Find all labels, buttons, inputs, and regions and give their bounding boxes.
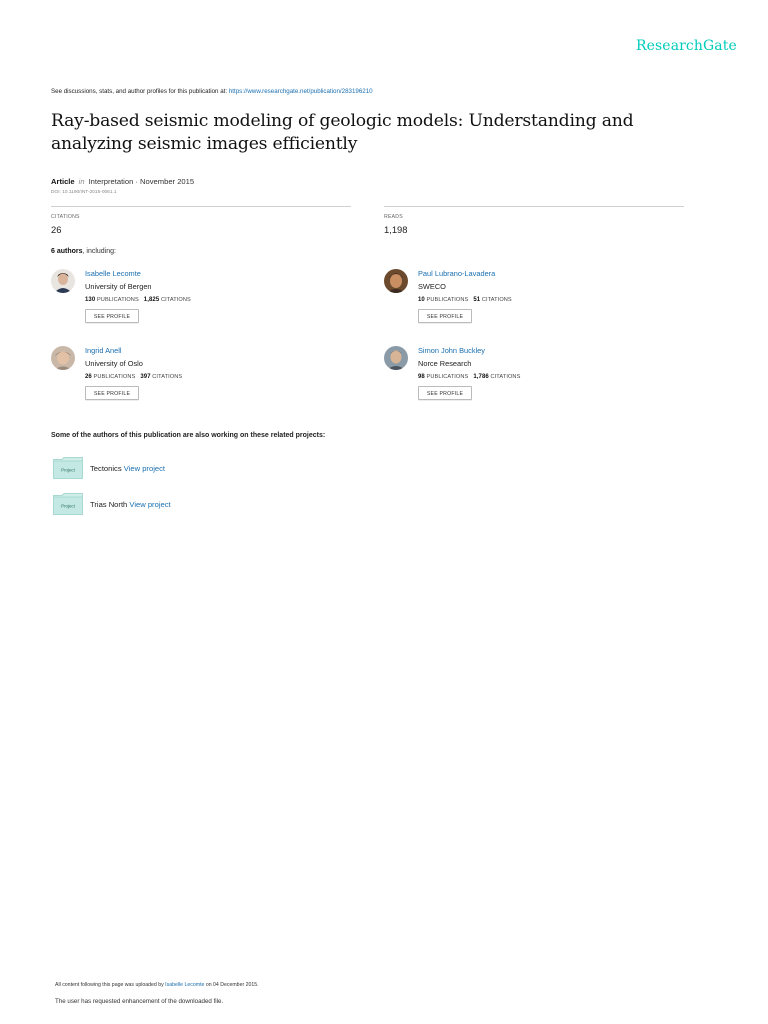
author-name-link[interactable]: Ingrid Anell <box>85 346 122 355</box>
publications-label: PUBLICATIONS <box>96 297 139 303</box>
project-text <box>90 464 165 473</box>
citations-divider <box>51 206 351 207</box>
authors-count: 6 authors <box>51 248 83 255</box>
author-name-link[interactable]: Simon John Buckley <box>418 346 485 355</box>
discussion-text: See discussions, stats, and author profiles for this publication at: <box>51 88 229 95</box>
citations-value: 26 <box>51 224 62 235</box>
see-profile-button[interactable]: SEE PROFILE <box>85 386 139 400</box>
enhancement-note: The user has requested enhancement of the downloaded file. <box>55 998 224 1005</box>
publications-count: 98 <box>418 374 425 380</box>
author-name-link[interactable]: Paul Lubrano-Lavadera <box>418 269 496 278</box>
citations-count: 1,825 <box>143 297 160 303</box>
project-item <box>53 493 353 515</box>
publications-count: 26 <box>85 374 92 380</box>
person-photo-icon <box>51 269 75 293</box>
citations-count: 51 <box>473 297 481 303</box>
citations-count: 397 <box>140 374 151 380</box>
author-stats <box>418 374 520 380</box>
publication-url-link[interactable]: https://www.researchgate.net/publication/283196210 <box>228 88 373 95</box>
publications-count: 10 <box>418 297 425 303</box>
author-citations-label: CITATIONS <box>490 374 521 380</box>
author-avatar[interactable] <box>384 346 408 370</box>
discussion-line <box>51 88 373 95</box>
publication-title: Ray-based seismic modeling of geologic models: Understanding and analyzing seismic images efficiently <box>51 111 634 154</box>
upload-suffix: on 04 December 2015. <box>204 982 259 988</box>
related-projects-heading: Some of the authors of this publication are also working on these related projects: <box>51 432 326 439</box>
uploader-link[interactable]: Isabelle Lecomte <box>165 982 205 988</box>
author-avatar[interactable] <box>51 269 75 293</box>
author-citations-label: CITATIONS <box>160 297 191 303</box>
doi: DOI: 10.1190/INT-2015-0061.1 <box>51 190 117 195</box>
project-folder-icon <box>53 493 83 515</box>
citations-label: CITATIONS <box>51 214 80 220</box>
author-stats <box>418 297 512 303</box>
author-stats <box>85 374 182 380</box>
authors-suffix: , including: <box>82 248 116 255</box>
reads-label: READS <box>384 214 403 220</box>
person-photo-icon <box>384 346 408 370</box>
author-affiliation: University of Bergen <box>85 282 152 291</box>
reads-value: 1,198 <box>384 224 408 235</box>
article-type: Article <box>51 177 75 186</box>
researchgate-logo[interactable]: ResearchGate <box>636 38 737 54</box>
project-name: Trias North <box>90 500 128 509</box>
view-project-link[interactable]: View project <box>129 500 171 509</box>
author-citations-label: CITATIONS <box>481 297 512 303</box>
authors-intro <box>51 248 116 255</box>
project-name: Tectonics <box>90 464 122 473</box>
project-text <box>90 500 171 509</box>
person-photo-icon <box>51 346 75 370</box>
author-affiliation: Norce Research <box>418 359 472 368</box>
project-folder-icon <box>53 457 83 479</box>
article-meta <box>51 177 194 186</box>
project-item <box>53 457 353 479</box>
person-photo-icon <box>384 269 408 293</box>
project-icon-label: Project <box>61 467 75 473</box>
view-project-link[interactable]: View project <box>123 464 166 473</box>
author-name-link[interactable]: Isabelle Lecomte <box>85 269 141 278</box>
project-icon-label: Project <box>61 503 75 509</box>
see-profile-button[interactable]: SEE PROFILE <box>85 309 139 323</box>
publications-count: 130 <box>85 297 96 303</box>
see-profile-button[interactable]: SEE PROFILE <box>418 386 472 400</box>
publications-label: PUBLICATIONS <box>93 374 136 380</box>
author-card <box>51 269 351 339</box>
author-affiliation: University of Oslo <box>85 359 143 368</box>
author-affiliation: SWECO <box>418 282 446 291</box>
article-in: in <box>78 177 85 186</box>
author-avatar[interactable] <box>384 269 408 293</box>
author-card <box>384 269 684 339</box>
upload-prefix: All content following this page was uploaded by <box>55 982 166 988</box>
publications-label: PUBLICATIONS <box>426 374 469 380</box>
author-card <box>51 346 351 416</box>
author-stats <box>85 297 191 303</box>
reads-divider <box>384 206 684 207</box>
see-profile-button[interactable]: SEE PROFILE <box>418 309 472 323</box>
author-avatar[interactable] <box>51 346 75 370</box>
author-card <box>384 346 684 416</box>
journal-date[interactable]: Interpretation · November 2015 <box>88 177 195 186</box>
author-citations-label: CITATIONS <box>152 374 183 380</box>
upload-note <box>55 982 259 988</box>
publications-label: PUBLICATIONS <box>426 297 469 303</box>
citations-count: 1,786 <box>473 374 489 380</box>
